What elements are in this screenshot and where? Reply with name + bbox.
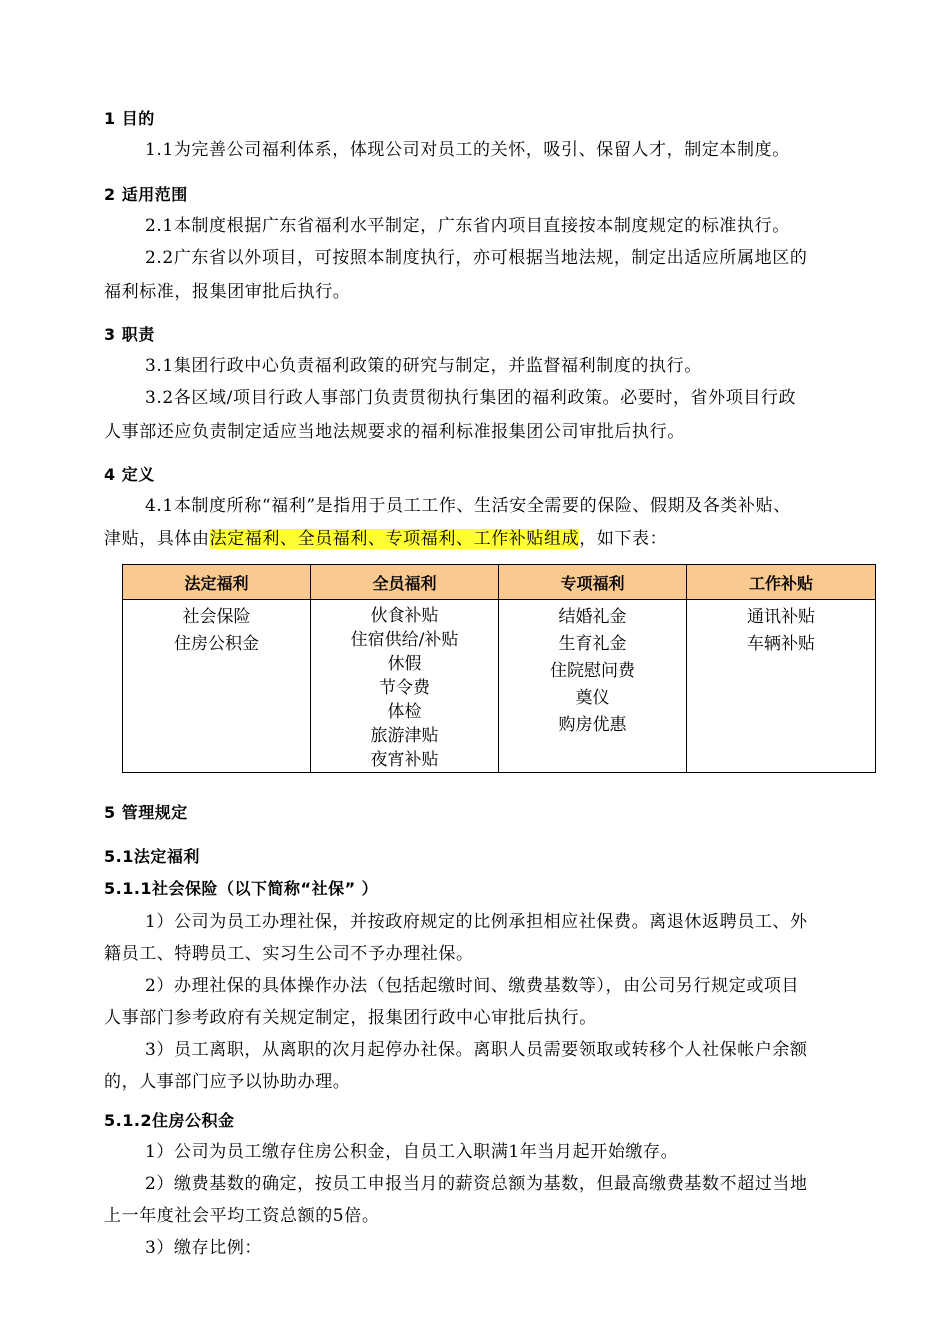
definition-text-suffix: ，如下表： <box>579 529 668 549</box>
subsection-5-1-1-heading: 5.1.1社会保险（以下简称“社保” ） <box>104 879 379 898</box>
subsection-5-1-2-heading: 5.1.2住房公积金 <box>104 1111 235 1130</box>
section-2-paragraph-1: 2.1本制度根据广东省福利水平制定，广东省内项目直接按本制度规定的标准执行。 <box>145 216 790 236</box>
section-4-paragraph-1-line-2 <box>104 527 667 551</box>
list-item: 结婚礼金 <box>558 607 627 627</box>
list-item: 奠仪 <box>575 688 610 708</box>
list-item: 通讯补贴 <box>747 607 815 627</box>
list-item: 旅游津贴 <box>370 726 439 746</box>
table-row <box>123 600 876 773</box>
subsection-5-1-heading: 5.1法定福利 <box>104 847 200 866</box>
section-3-paragraph-2-line-2: 人事部还应负责制定适应当地法规要求的福利标准报集团公司审批后执行。 <box>104 422 685 442</box>
header-work-allowances: 工作补贴 <box>687 565 876 600</box>
social-insurance-item-3-line-2: 的，人事部门应予以协助办理。 <box>104 1072 351 1092</box>
definition-text-prefix: 津贴，具体由 <box>104 529 210 549</box>
statutory-benefits-cell <box>123 600 311 773</box>
benefits-table <box>122 564 876 773</box>
housing-fund-item-3: 3）缴存比例： <box>145 1238 263 1258</box>
header-special-benefits: 专项福利 <box>499 565 687 600</box>
list-item: 伙食补贴 <box>370 606 439 626</box>
table-header-row <box>123 565 876 600</box>
list-item: 休假 <box>387 654 422 674</box>
social-insurance-item-1-line-2: 籍员工、特聘员工、实习生公司不予办理社保。 <box>104 944 474 964</box>
all-staff-benefits-cell <box>311 600 499 773</box>
section-1-paragraph-1: 1.1为完善公司福利体系，体现公司对员工的关怀，吸引、保留人才，制定本制度。 <box>145 140 790 160</box>
housing-fund-item-2-line-1: 2）缴费基数的确定，按员工申报当月的薪资总额为基数，但最高缴费基数不超过当地 <box>145 1174 808 1194</box>
list-item: 节令费 <box>379 678 430 698</box>
social-insurance-item-3-line-1: 3）员工离职，从离职的次月起停办社保。离职人员需要领取或转移个人社保帐户余额 <box>145 1040 808 1060</box>
housing-fund-item-1: 1）公司为员工缴存住房公积金，自员工入职满1年当月起开始缴存。 <box>145 1142 679 1162</box>
header-all-staff-benefits: 全员福利 <box>311 565 499 600</box>
list-item: 住宿供给/补贴 <box>350 630 459 650</box>
section-3-paragraph-2-line-1: 3.2各区域/项目行政人事部门负责贯彻执行集团的福利政策。必要时，省外项目行政 <box>145 388 797 408</box>
special-benefits-cell <box>499 600 687 773</box>
section-5-heading: 5 管理规定 <box>104 803 188 822</box>
section-3-heading: 3 职责 <box>104 325 155 344</box>
section-3-paragraph-1: 3.1集团行政中心负责福利政策的研究与制定，并监督福利制度的执行。 <box>145 356 702 376</box>
highlighted-benefit-categories: 法定福利、全员福利、专项福利、工作补贴组成 <box>209 529 580 549</box>
section-2-heading: 2 适用范围 <box>104 185 188 204</box>
list-item: 住房公积金 <box>174 634 259 654</box>
list-item: 体检 <box>387 702 422 722</box>
section-4-paragraph-1-line-1: 4.1本制度所称“福利”是指用于员工工作、生活安全需要的保险、假期及各类补贴、 <box>145 496 791 516</box>
list-item: 夜宵补贴 <box>370 750 439 770</box>
section-1-heading: 1 目的 <box>104 109 155 128</box>
work-allowances-cell <box>687 600 876 773</box>
social-insurance-item-2-line-2: 人事部门参考政府有关规定制定，报集团行政中心审批后执行。 <box>104 1008 597 1028</box>
social-insurance-item-2-line-1: 2）办理社保的具体操作办法（包括起缴时间、缴费基数等），由公司另行规定或项目 <box>145 976 800 996</box>
social-insurance-item-1-line-1: 1）公司为员工办理社保，并按政府规定的比例承担相应社保费。离退休返聘员工、外 <box>145 912 808 932</box>
section-4-heading: 4 定义 <box>104 465 155 484</box>
list-item: 购房优惠 <box>558 715 627 735</box>
housing-fund-item-2-line-2: 上一年度社会平均工资总额的5倍。 <box>104 1206 380 1226</box>
section-2-paragraph-2-line-1: 2.2广东省以外项目，可按照本制度执行，亦可根据当地法规，制定出适应所属地区的 <box>145 248 808 268</box>
list-item: 生育礼金 <box>558 634 627 654</box>
list-item: 车辆补贴 <box>747 634 815 654</box>
header-statutory-benefits: 法定福利 <box>123 565 311 600</box>
section-2-paragraph-2-line-2: 福利标准，报集团审批后执行。 <box>104 282 351 302</box>
list-item: 住院慰问费 <box>550 661 635 681</box>
list-item: 社会保险 <box>182 607 251 627</box>
